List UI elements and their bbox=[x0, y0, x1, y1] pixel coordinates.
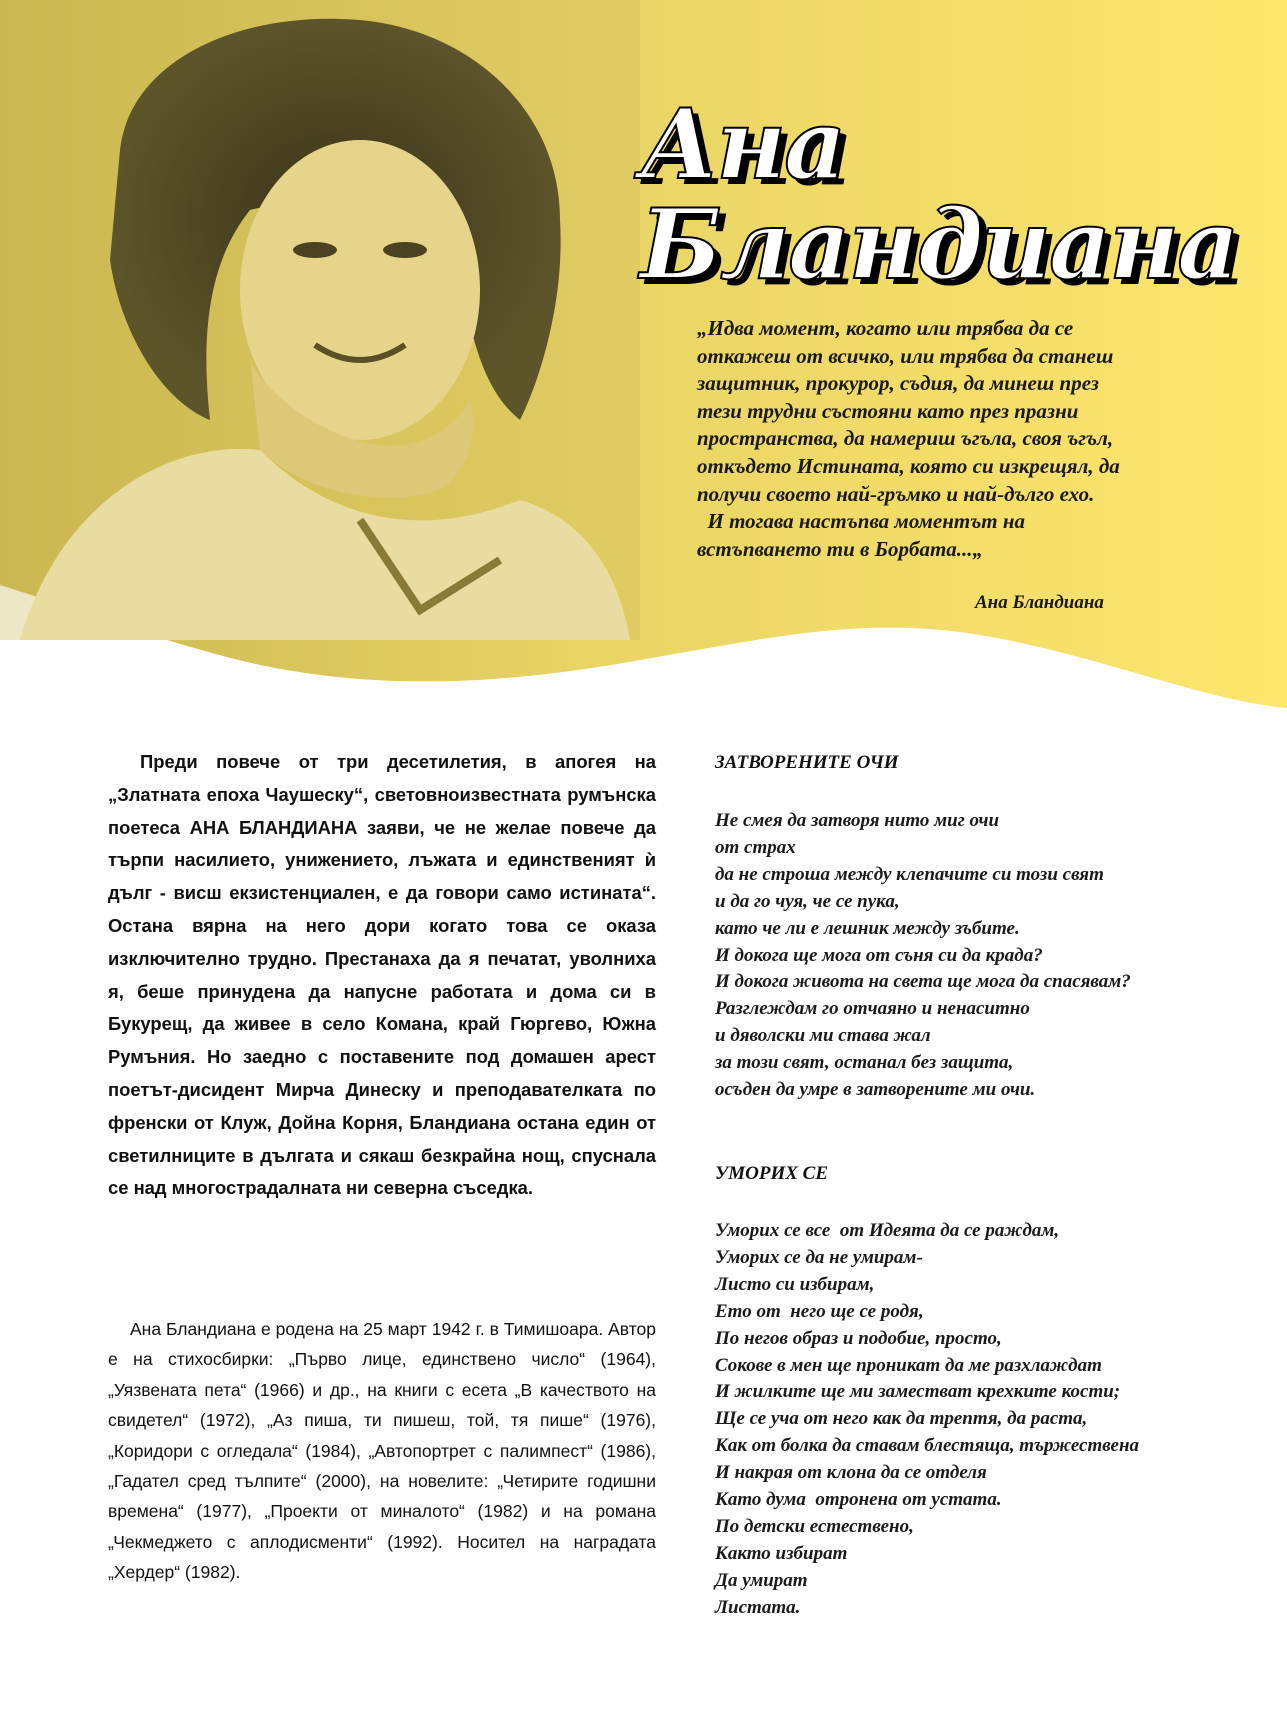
poem-line: Както избират bbox=[715, 1542, 848, 1564]
poem-line: Уморих се да не умирам- bbox=[715, 1246, 923, 1268]
poem-line: Да умират bbox=[715, 1569, 808, 1591]
epigraph-quote bbox=[697, 315, 1197, 563]
quote-line: пространства, да намериш ъгъла, своя ъгъл, bbox=[697, 426, 1114, 451]
quote-line: защитник, прокурор, съдия, да минеш през bbox=[697, 371, 1099, 396]
poem-line: Уморих се все от Идеята да се раждам, bbox=[715, 1220, 1060, 1241]
poem-line: като че ли е лешник между зъбите. bbox=[715, 917, 1020, 939]
quote-line: „Идва момент, когато или трябва да се bbox=[697, 316, 1074, 340]
poem-body bbox=[715, 1218, 1235, 1622]
page-title bbox=[640, 88, 1260, 301]
poem-line: И докога живота на света ще мога да спасявам? bbox=[715, 971, 1131, 993]
poem-line: да не строша между клепачите си този свят bbox=[715, 863, 1104, 885]
quote-line: тези трудни състояни като през празни bbox=[697, 398, 1079, 423]
poem-line: Разглеждам го отчаяно и ненаситно bbox=[715, 998, 1030, 1020]
quote-line: встъпването ти в Борбата...„ bbox=[697, 536, 984, 561]
poem-line: И докога ще мога от съня си да крада? bbox=[715, 944, 1043, 966]
quote-line: откъдето Истината, която си изкрещял, да bbox=[697, 453, 1120, 478]
quote-line: откажеш от всичко, или трябва да станеш bbox=[697, 343, 1114, 368]
poem-line: Сокове в мен ще проникат да ме разхлаждат bbox=[715, 1354, 1102, 1376]
intro-paragraph: Преди повече от три десетилетия, в апогея на „Златната епоха Чаушеску“, световноизвестната румънска поетеса АНА БЛАНДИАНА заяви, че не желае повече да търпи насилието, унижението, лъжата и единственият ѝ дълг - висш екзистенциален, е да говори само истината“. Остана вярна на него дори когато това се оказа изключително трудно. Престанаха да я печатат, уволниха я, беше принудена да напусне работата и дома си в Букурещ, да живее в село Комана, край Гюргево, Южна Румъния. Но заедно с поставените под домашен арест поетът-дисидент Мирча Динеску и преподавателката по френски от Клуж, Дойна Корня, Бландиана остана един от светилниците в дългата и сякаш безкрайна нощ, спуснала се над многострадалната ни северна съседка. bbox=[108, 751, 656, 1199]
poem-body bbox=[715, 808, 1235, 1104]
poem-title: УМОРИХ СЕ bbox=[715, 1163, 828, 1184]
poem-line: И жилките ще ми заместват крехките кости; bbox=[715, 1381, 1121, 1403]
poem-line: и да го чуя, че се пука, bbox=[715, 890, 900, 912]
poem-line: И накрая от клона да се отделя bbox=[715, 1462, 987, 1484]
poem-title: ЗАТВОРЕНИТЕ ОЧИ bbox=[715, 752, 899, 773]
poem-line: от страх bbox=[715, 836, 796, 858]
quote-author: Ана Бландиана bbox=[975, 592, 1104, 613]
biography-paragraph: Ана Бландиана е родена на 25 март 1942 г. в Тимишоара. Автор е на стихосбирки: „Първо лице, единствено число“ (1964), „Уязвената пета“ (1966) и др., на книги с есета „В качеството на свидетел“ (1972), „Аз пиша, ти пишеш, той, тя пише“ (1976), „Коридори с огледала“ (1984), „Автопортрет с палимпест“ (1986), „Гадател сред тълпите“ (2000), на новелите: „Четирите годишни времена“ (1977), „Проекти от миналото“ (1982) и на романа „Чекмеджето с аплодисменти“ (1992). Носител на наградата „Хердер“ (1982). bbox=[108, 1319, 656, 1583]
quote-line: получи своето най-гръмко и най-дълго ехо. bbox=[697, 481, 1095, 506]
poem-line: Като дума отронена от устата. bbox=[715, 1489, 1002, 1511]
poem-line: Листо си избирам, bbox=[715, 1273, 875, 1295]
poem-line: Листата. bbox=[715, 1596, 801, 1618]
poem-line: По негов образ и подобие, просто, bbox=[715, 1327, 1002, 1349]
poem-line: и дяволски ми става жал bbox=[715, 1025, 931, 1047]
poem-line: По детски естествено, bbox=[715, 1515, 914, 1537]
poem-line: Ще се уча от него как да трептя, да раста, bbox=[715, 1408, 1088, 1430]
poem-line: Не смея да затворя нито миг очи bbox=[715, 810, 1000, 831]
poem-line: за този свят, останал без защита, bbox=[715, 1052, 1014, 1074]
title-last-name: Бландиана bbox=[640, 188, 1238, 301]
title-first-name: Ана bbox=[640, 88, 845, 201]
portrait-photo-icon bbox=[0, 0, 640, 640]
poem-line: Ето от него ще се родя, bbox=[715, 1300, 924, 1322]
poem-line: Как от болка да ставам блестяща, тържествена bbox=[715, 1435, 1140, 1457]
quote-line: И тогава настъпва моментът на bbox=[697, 509, 1026, 534]
poem-line: осъден да умре в затворените ми очи. bbox=[715, 1079, 1036, 1101]
